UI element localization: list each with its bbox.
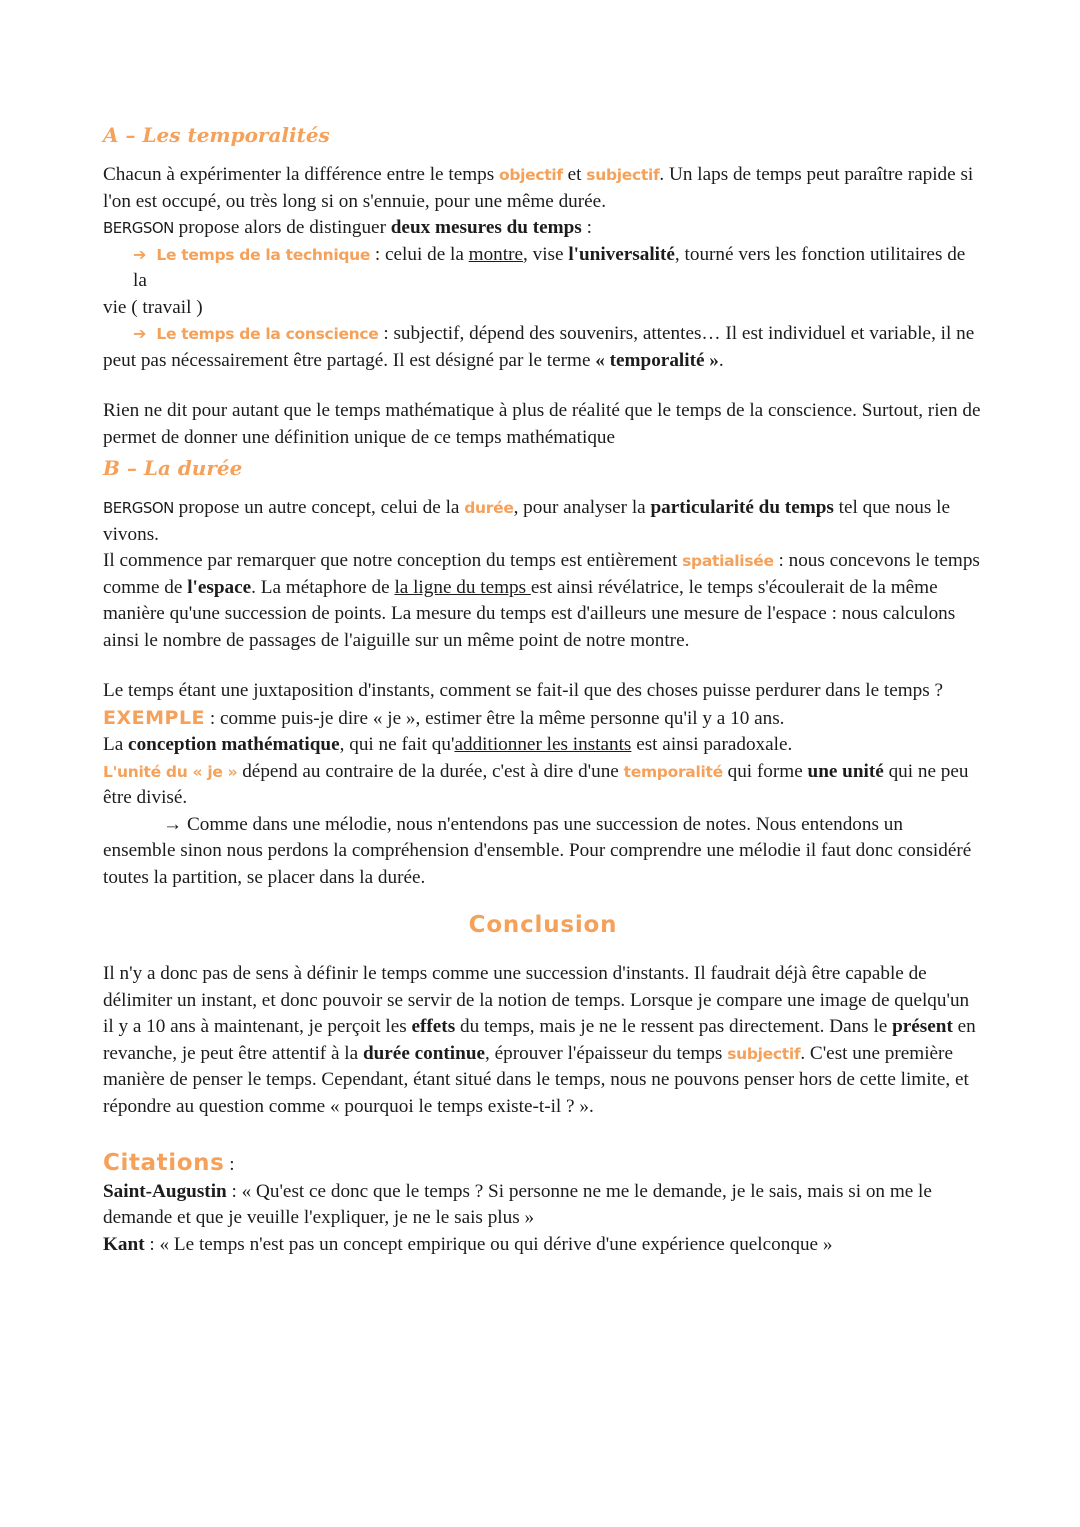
keyword-temps-technique: Le temps de la technique <box>156 245 371 264</box>
section-a-paragraph-3: Rien ne dit pour autant que le temps mathématique à plus de réalité que le temps de la conscience. Surtout, rien de permet de donner une définition unique de ce temps mathématique <box>103 400 981 448</box>
list-item-technique-continuation: vie ( travail ) <box>103 296 203 318</box>
arrow-icon: ➔ <box>133 244 147 264</box>
conclusion-heading: Conclusion <box>468 912 618 938</box>
section-a-heading: A – Les temporalités <box>103 123 330 147</box>
list-item-technique: ➔ Le temps de la technique : celui de la montre, vise l'universalité, tourné vers les fonction utilitaires de la <box>133 243 966 291</box>
keyword-duree: durée <box>464 499 514 517</box>
list-item-conscience-continuation: peut pas nécessairement être partagé. Il est désigné par le terme « temporalité ». <box>103 349 724 371</box>
section-b-paragraph-2: Il commence par remarquer que notre conception du temps est entièrement spatialisée : nous concevons le temps comme de l'espace. La métaphore de la ligne du temps est ainsi révélatrice, le temps s'écoulerait de la même manière qu'une succession de points. La mesure du temps est d'ailleurs une mesure de l'espace : nous calculons ainsi le nombre de passages de l'aiguille sur un même point de notre montre. <box>103 550 980 651</box>
section-b-heading: B – La durée <box>103 456 243 480</box>
author-bergson: BERGSON <box>103 219 174 237</box>
keyword-temporalite: temporalité <box>623 762 723 781</box>
citations-heading: Citations <box>103 1150 225 1176</box>
section-a-paragraph-1: Chacun à expérimenter la différence entre le temps objectif et subjectif. Un laps de temps peut paraître rapide si l'on est occupé, ou très long si on s'ennuie, pour une même durée. <box>103 164 974 212</box>
section-b-paragraph-4: La conception mathématique, qui ne fait qu'additionner les instants est ainsi paradoxale. <box>103 734 793 755</box>
arrow-icon: ➔ <box>133 324 147 343</box>
keyword-subjectif: subjectif <box>586 166 660 184</box>
arrow-icon: → <box>163 813 183 835</box>
document-content <box>103 118 983 1258</box>
keyword-unite-je: L'unité du « je » <box>103 762 238 781</box>
keyword-temps-conscience: Le temps de la conscience <box>156 325 379 343</box>
quote-author: Kant <box>103 1233 145 1255</box>
quote-kant: Kant : « Le temps n'est pas un concept empirique ou qui dérive d'une expérience quelconque » <box>103 1233 833 1255</box>
exemple-label: EXEMPLE <box>103 706 206 729</box>
conclusion-paragraph: Il n'y a donc pas de sens à définir le temps comme une succession d'instants. Il faudrait déjà être capable de délimiter un instant, et donc pouvoir se servir de la notion de temps. Lorsque je compare une image de quelqu'un il y a 10 ans à maintenant, je perçoit les effets du temps, mais je ne le ressent pas directement. Dans le présent en revanche, je peut être attentif à la durée continue, éprouver l'épaisseur du temps subjectif. C'est une première manière de penser le temps. Cependant, étant situé dans le temps, nous ne pouvons penser hors de cette limite, et répondre au question comme « pourquoi le temps existe-t-il ? ». <box>103 963 976 1117</box>
keyword-objectif: objectif <box>499 166 563 184</box>
citations-heading-line: Citations : <box>103 1150 235 1176</box>
melodie-continuation: ensemble sinon nous perdons la compréhension d'ensemble. Pour comprendre une mélodie il faut donc considéré toutes la partition, se placer dans la durée. <box>103 840 972 888</box>
author-bergson: BERGSON <box>103 499 174 517</box>
section-b-paragraph-3: Le temps étant une juxtaposition d'instants, comment se fait-il que des choses puisse perdurer dans le temps ? <box>103 680 944 701</box>
section-a-paragraph-2: BERGSON propose alors de distinguer deux mesures du temps : <box>103 217 592 238</box>
exemple-line: EXEMPLE : comme puis-je dire « je », estimer être la même personne qu'il y a 10 ans. <box>103 706 785 729</box>
list-item-conscience: ➔ Le temps de la conscience : subjectif, dépend des souvenirs, attentes… Il est individuel et variable, il ne <box>133 323 975 344</box>
section-b-paragraph-5: L'unité du « je » dépend au contraire de la durée, c'est à dire d'une temporalité qui forme une unité qui ne peu être divisé. <box>103 760 969 808</box>
melodie-line: → Comme dans une mélodie, nous n'entendons pas une succession de notes. Nous entendons un <box>163 813 903 835</box>
quote-saint-augustin: Saint-Augustin : « Qu'est ce donc que le temps ? Si personne ne me le demande, je le sais, mais si on me le demande et que je veuille l'expliquer, je ne le sais plus » <box>103 1180 932 1228</box>
keyword-spatialisee: spatialisée <box>682 552 774 570</box>
quote-author: Saint-Augustin <box>103 1180 227 1202</box>
keyword-subjectif: subjectif <box>727 1044 801 1063</box>
section-b-paragraph-1: BERGSON propose un autre concept, celui de la durée, pour analyser la particularité du temps tel que nous le vivons. <box>103 497 951 545</box>
